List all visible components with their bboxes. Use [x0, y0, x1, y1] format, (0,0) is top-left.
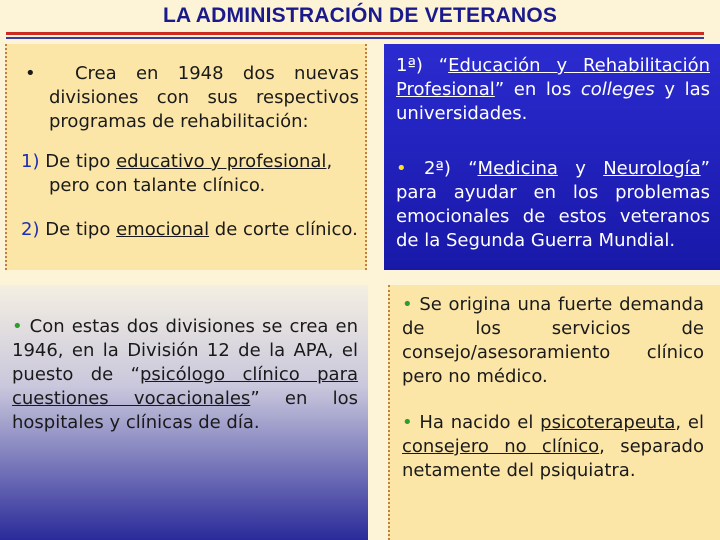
underlined-term: psicoterapeuta	[540, 412, 676, 433]
apa-paragraph: • Con estas dos divisiones se crea en 1946, en la División 12 de la APA, el puesto de “psicólogo clínico para cuestiones vocacionales” en los hospitales y clínicas de día.	[12, 316, 358, 433]
item-number: 2)	[21, 219, 40, 240]
item-number: 1)	[21, 151, 40, 172]
division-item-2: 2) De tipo emocional de corte clínico.	[21, 219, 358, 240]
underlined-term: psicólogo clínico para cuestiones vocacionales	[12, 364, 358, 409]
bullet: •	[402, 412, 413, 433]
box-demand	[388, 285, 720, 540]
box-programs	[384, 44, 720, 270]
bullet: •	[396, 158, 407, 179]
underlined-term: educativo y profesional	[116, 151, 327, 172]
demand-paragraph: • Se origina una fuerte demanda de los servicios de consejo/asesoramiento clínico pero no médico.	[402, 294, 704, 387]
underlined-term: Medicina	[477, 158, 558, 179]
title-rule-blue	[6, 37, 704, 39]
bullet: •	[25, 63, 36, 84]
program-1: 1ª) “Educación y Rehabilitación Profesional” en los colleges y las universidades.	[396, 55, 710, 124]
psychotherapist-paragraph: • Ha nacido el psicoterapeuta, el consejero no clínico, separado netamente del psiquiatra.	[402, 412, 704, 481]
intro-text-rest: divisiones con sus respectivos programas de rehabilitación:	[49, 87, 359, 132]
page-title: LA ADMINISTRACIÓN DE VETERANOS	[162, 4, 558, 27]
underlined-term: emocional	[116, 219, 210, 240]
bullet: •	[12, 316, 23, 337]
bullet: •	[402, 294, 413, 315]
underlined-term: consejero no clínico	[402, 436, 600, 457]
division-item-1: 1) De tipo educativo y profesional, pero con talante clínico.	[21, 151, 333, 196]
intro-paragraph	[25, 62, 359, 134]
underlined-term: Educación y Rehabilitación Profesional	[396, 55, 710, 100]
title-rule-red	[6, 32, 704, 35]
box-apa-division	[0, 285, 368, 540]
intro-text-first: Crea en 1948 dos nuevas	[74, 63, 359, 84]
program-2: • 2ª) “Medicina y Neurología” para ayudar en los problemas emocionales de estos veteranos de la Segunda Guerra Mundial.	[396, 158, 710, 251]
underlined-term: Neurología	[603, 158, 701, 179]
box-divisions	[5, 44, 367, 270]
